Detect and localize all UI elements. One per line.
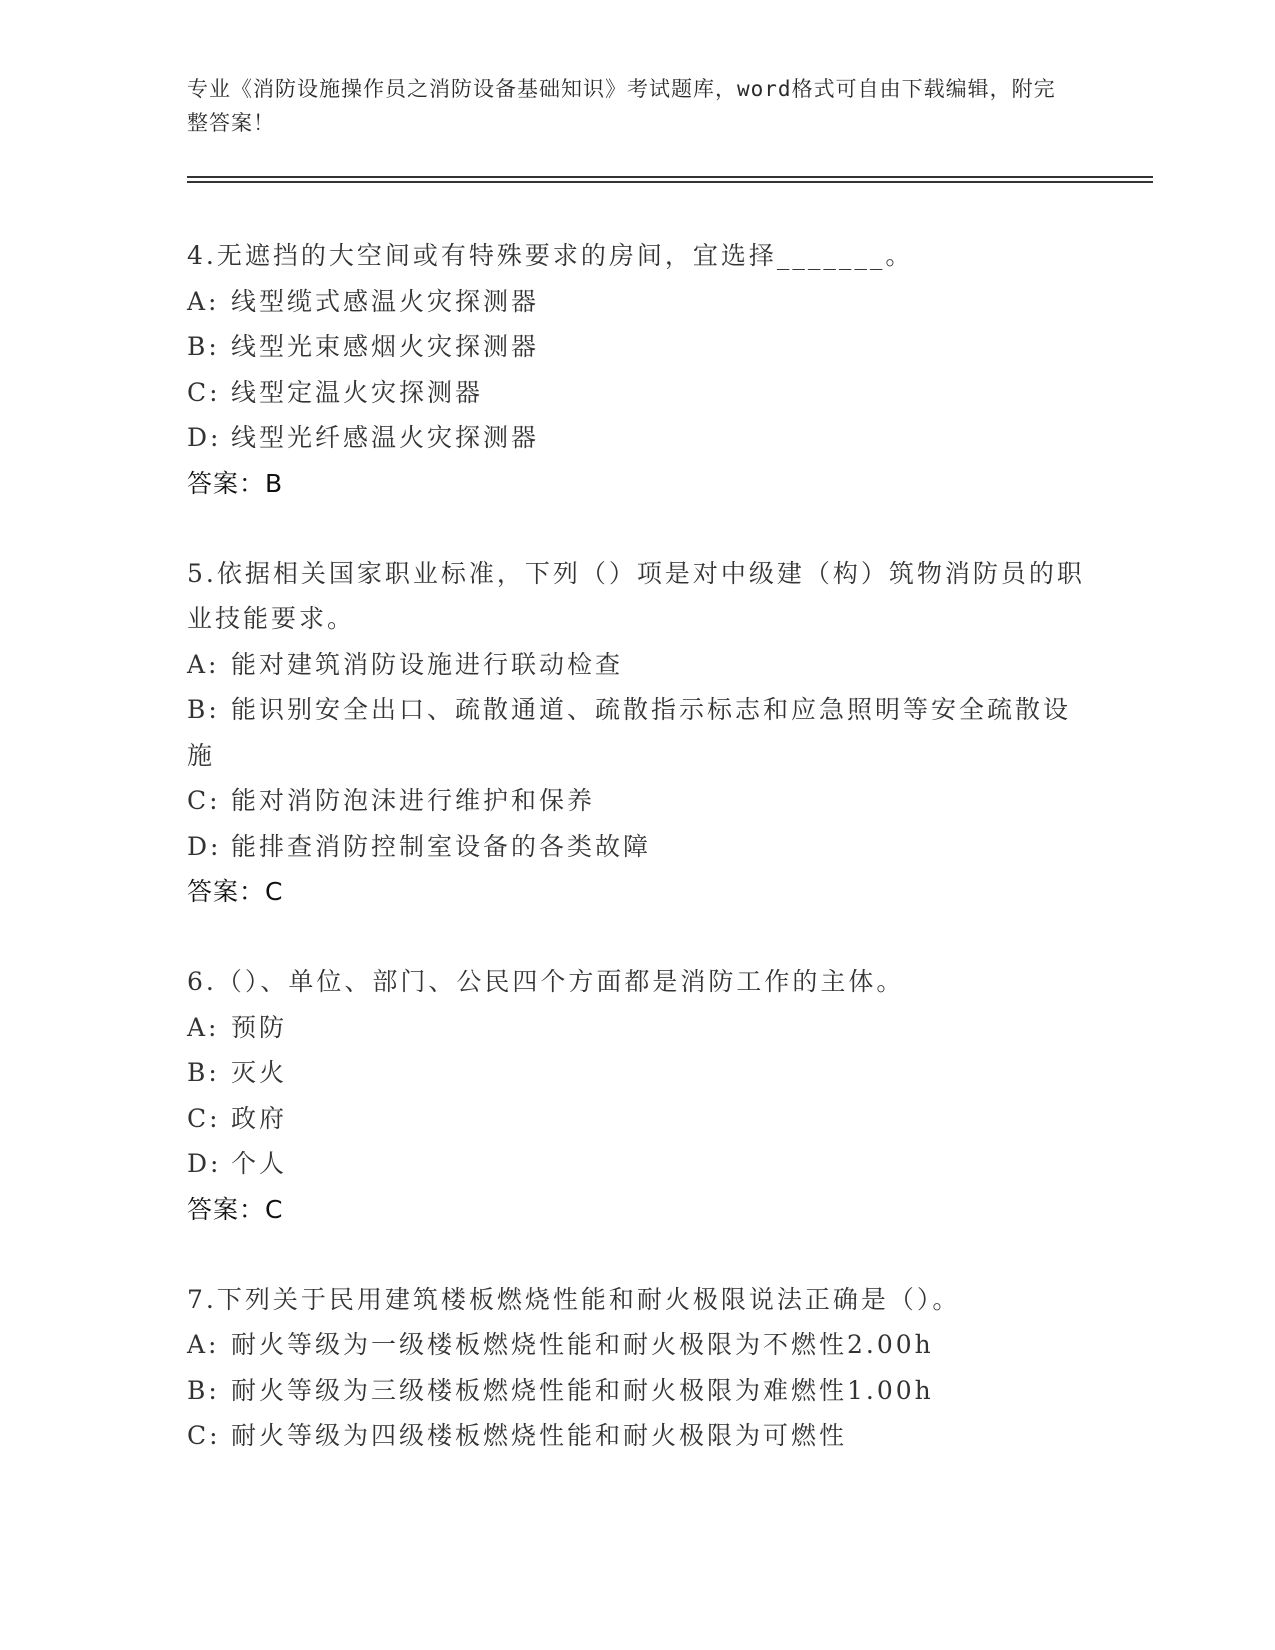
question-stem: 7.下列关于民用建筑楼板燃烧性能和耐火极限说法正确是（）。 <box>187 1284 961 1314</box>
question-7 <box>187 1277 1087 1459</box>
option-b <box>187 1368 1087 1414</box>
option-label: C: <box>187 377 221 407</box>
question-4 <box>187 233 1087 507</box>
option-text: 线型定温火灾探测器 <box>231 377 484 407</box>
option-label: B: <box>187 1058 220 1087</box>
option-text: 个人 <box>231 1149 288 1178</box>
header-rule-top <box>187 176 1153 178</box>
option-b <box>187 1050 1087 1096</box>
option-c <box>187 778 1087 824</box>
question-stem: 6.（）、单位、部门、公民四个方面都是消防工作的主体。 <box>187 967 905 996</box>
option-label: A: <box>187 1012 220 1042</box>
option-c <box>187 370 1087 416</box>
option-text: 预防 <box>231 1012 288 1042</box>
option-label: A: <box>187 286 220 316</box>
option-text: 线型光束感烟火灾探测器 <box>231 332 540 361</box>
option-text: 能对消防泡沫进行维护和保养 <box>231 786 596 815</box>
answer-line: 答案：C <box>187 877 284 906</box>
option-label: A: <box>187 649 220 679</box>
option-c <box>187 1096 1087 1142</box>
option-b <box>187 324 1087 370</box>
option-label: C: <box>187 1421 221 1450</box>
option-text: 能对建筑消防设施进行联动检查 <box>231 649 624 679</box>
question-5 <box>187 551 1087 916</box>
question-list <box>187 233 1087 1503</box>
option-label: B: <box>187 1375 220 1405</box>
option-text: 能排查消防控制室设备的各类故障 <box>231 831 652 861</box>
option-a <box>187 1005 1087 1051</box>
option-d <box>187 1141 1087 1187</box>
option-text: 线型缆式感温火灾探测器 <box>231 286 540 316</box>
option-text: 政府 <box>231 1103 288 1133</box>
option-a <box>187 642 1087 688</box>
question-stem: 4.无遮挡的大空间或有特殊要求的房间，宜选择_______。 <box>187 241 914 270</box>
option-text: 耐火等级为四级楼板燃烧性能和耐火极限为可燃性 <box>231 1421 848 1450</box>
option-label: D: <box>187 831 222 861</box>
option-label: C: <box>187 1103 221 1133</box>
option-text: 灭火 <box>231 1058 288 1087</box>
question-6 <box>187 959 1087 1233</box>
option-label: D: <box>187 423 222 452</box>
option-a <box>187 1322 1087 1368</box>
option-d <box>187 415 1087 461</box>
option-b <box>187 687 1087 778</box>
option-text: 耐火等级为三级楼板燃烧性能和耐火极限为难燃性1.00h <box>231 1375 934 1405</box>
option-text: 能识别安全出口、疏散通道、疏散指示标志和应急照明等安全疏散设施 <box>187 695 1072 770</box>
answer-line: 答案：B <box>187 468 284 498</box>
option-label: A: <box>187 1330 220 1359</box>
answer-line: 答案：C <box>187 1194 284 1224</box>
document-header: 专业《消防设施操作员之消防设备基础知识》考试题库，word格式可自由下载编辑，附完整答案！ <box>187 77 1056 135</box>
option-label: B: <box>187 332 220 361</box>
question-stem: 5.依据相关国家职业标准，下列（）项是对中级建（构）筑物消防员的职业技能要求。 <box>187 558 1085 633</box>
option-label: D: <box>187 1149 222 1178</box>
option-d <box>187 824 1087 870</box>
option-a <box>187 279 1087 325</box>
option-label: C: <box>187 786 221 815</box>
option-text: 线型光纤感温火灾探测器 <box>231 423 540 452</box>
option-label: B: <box>187 695 220 724</box>
option-c <box>187 1413 1087 1459</box>
option-text: 耐火等级为一级楼板燃烧性能和耐火极限为不燃性2.00h <box>231 1330 934 1359</box>
header-rule-bottom <box>187 181 1153 183</box>
